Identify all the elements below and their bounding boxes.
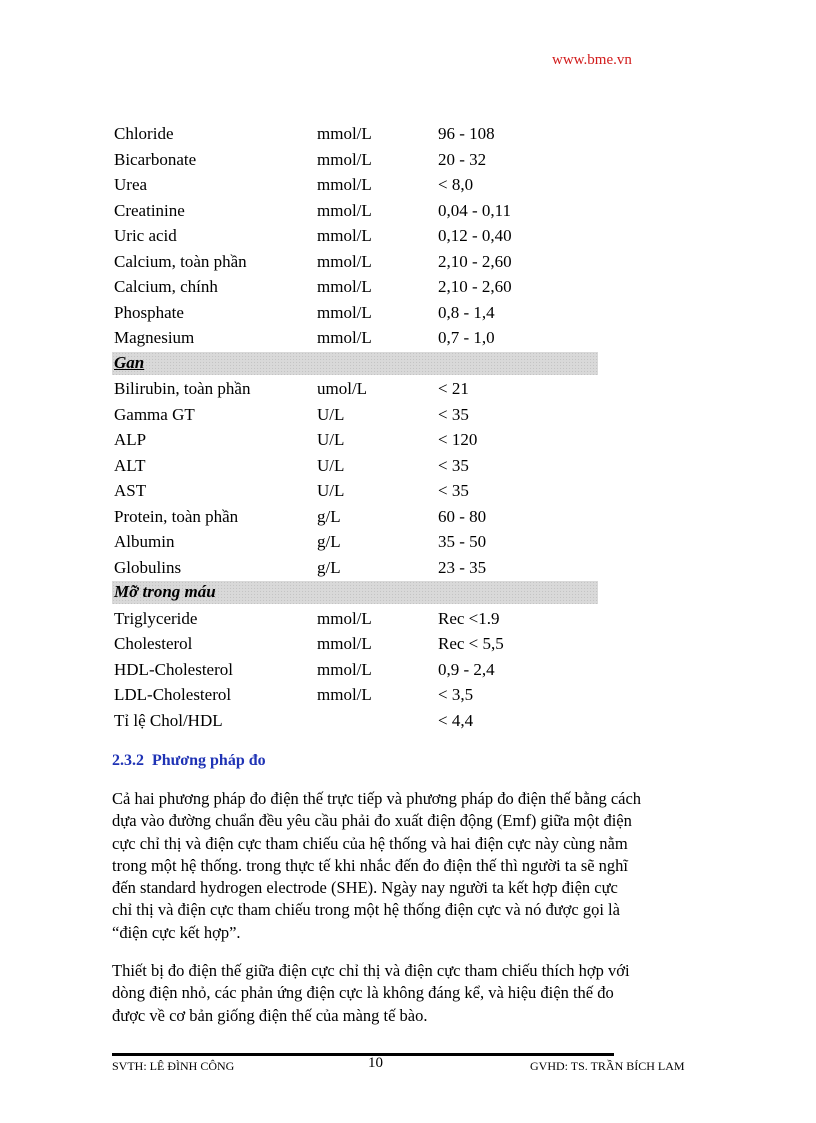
test-range: < 21 bbox=[438, 379, 469, 398]
test-name: Bicarbonate bbox=[114, 149, 197, 169]
test-unit: mmol/L bbox=[317, 608, 372, 628]
test-unit: g/L bbox=[317, 506, 341, 526]
test-name: Albumin bbox=[114, 532, 175, 551]
test-name: Magnesium bbox=[114, 328, 195, 347]
test-unit: U/L bbox=[317, 481, 345, 500]
table-row bbox=[112, 249, 598, 275]
test-range: Rec < 5,5 bbox=[438, 634, 504, 653]
section-label-lipids: Mỡ trong máu bbox=[114, 582, 216, 601]
table-row bbox=[112, 631, 598, 657]
footer-student: SVTH: LÊ ĐÌNH CÔNG bbox=[112, 1059, 235, 1073]
test-name: AST bbox=[114, 481, 147, 500]
paragraph-2: Thiết bị đo điện thế giữa điện cực chỉ thị và điện cực tham chiếu thích hợp với dòng điện nhỏ, các phản ứng điện cực là không đáng kể, và hiệu điện thế đo được về cơ bản giống điện thế của màng tế bào. bbox=[112, 961, 630, 1025]
test-unit: mmol/L bbox=[317, 302, 372, 322]
footer-advisor: GVHD: TS. TRẦN BÍCH LAM bbox=[530, 1059, 685, 1073]
table-row bbox=[112, 223, 598, 249]
test-range: < 3,5 bbox=[438, 685, 474, 704]
test-range: < 35 bbox=[438, 404, 469, 424]
lab-reference-table bbox=[112, 121, 598, 733]
test-range: 2,10 - 2,60 bbox=[438, 277, 512, 296]
test-unit: mmol/L bbox=[317, 175, 372, 194]
test-range: 0,8 - 1,4 bbox=[438, 302, 495, 322]
test-name: Chloride bbox=[114, 124, 174, 143]
test-range: 23 - 35 bbox=[438, 557, 487, 577]
test-unit: mmol/L bbox=[317, 328, 372, 347]
test-name: LDL-Cholesterol bbox=[114, 685, 232, 704]
site-url[interactable]: www.bme.vn bbox=[552, 52, 632, 68]
test-name: Protein, toàn phần bbox=[114, 506, 239, 526]
test-unit: U/L bbox=[317, 455, 345, 475]
test-range: 20 - 32 bbox=[438, 149, 487, 169]
table-row bbox=[112, 657, 598, 683]
test-range: < 35 bbox=[438, 481, 469, 500]
test-unit: mmol/L bbox=[317, 277, 372, 296]
test-range: 60 - 80 bbox=[438, 506, 487, 526]
test-unit: umol/L bbox=[317, 379, 368, 398]
test-unit: mmol/L bbox=[317, 685, 372, 704]
test-range: < 4,4 bbox=[438, 710, 474, 730]
table-row bbox=[112, 274, 598, 300]
table-row bbox=[112, 376, 598, 402]
test-name: Triglyceride bbox=[114, 608, 198, 628]
test-name: Calcium, chính bbox=[114, 277, 218, 296]
test-name: Uric acid bbox=[114, 226, 177, 245]
test-unit: mmol/L bbox=[317, 251, 372, 271]
rows-liver bbox=[112, 376, 598, 580]
rows-electrolytes bbox=[112, 121, 598, 351]
test-unit: g/L bbox=[317, 532, 341, 551]
test-unit: mmol/L bbox=[317, 200, 372, 220]
test-name: Calcium, toàn phần bbox=[114, 251, 247, 271]
test-range: < 35 bbox=[438, 455, 469, 475]
footer-rule bbox=[112, 1053, 614, 1056]
table-row bbox=[112, 555, 598, 581]
test-unit: mmol/L bbox=[317, 226, 372, 245]
test-unit: mmol/L bbox=[317, 124, 372, 143]
test-range: 35 - 50 bbox=[438, 532, 487, 551]
test-range: < 120 bbox=[438, 430, 478, 449]
table-row bbox=[112, 606, 598, 632]
table-row bbox=[112, 147, 598, 173]
test-name: Creatinine bbox=[114, 200, 185, 220]
page-number: 10 bbox=[368, 1055, 383, 1071]
table-row bbox=[112, 402, 598, 428]
table-row bbox=[112, 453, 598, 479]
test-unit: mmol/L bbox=[317, 149, 372, 169]
test-name: ALP bbox=[114, 430, 147, 449]
test-range: 0,7 - 1,0 bbox=[438, 328, 495, 347]
test-name: ALT bbox=[114, 455, 146, 475]
test-unit: g/L bbox=[317, 557, 341, 577]
table-row bbox=[112, 529, 598, 555]
section-number: 2.3.2 bbox=[112, 752, 144, 769]
test-name: HDL-Cholesterol bbox=[114, 659, 233, 679]
table-row bbox=[112, 121, 598, 147]
test-name: Globulins bbox=[114, 557, 182, 577]
test-unit: mmol/L bbox=[317, 634, 372, 653]
table-row bbox=[112, 172, 598, 198]
test-name: Urea bbox=[114, 175, 148, 194]
table-row bbox=[112, 504, 598, 530]
test-range: < 8,0 bbox=[438, 175, 474, 194]
table-row bbox=[112, 708, 598, 734]
test-name: Tỉ lệ Chol/HDL bbox=[114, 710, 223, 730]
test-name: Phosphate bbox=[114, 302, 184, 322]
test-range: 0,04 - 0,11 bbox=[438, 200, 512, 220]
section-row-gan bbox=[112, 352, 598, 375]
test-range: 0,9 - 2,4 bbox=[438, 659, 495, 679]
table-row bbox=[112, 300, 598, 326]
test-range: 96 - 108 bbox=[438, 124, 495, 143]
section-label-gan: Gan bbox=[114, 352, 145, 372]
test-name: Bilirubin, toàn phần bbox=[114, 379, 251, 398]
test-range: Rec <1.9 bbox=[438, 608, 500, 628]
table-row bbox=[112, 478, 598, 504]
section-heading bbox=[112, 752, 266, 770]
table-row bbox=[112, 198, 598, 224]
table-row bbox=[112, 682, 598, 708]
test-range: 0,12 - 0,40 bbox=[438, 226, 512, 245]
section-title: Phương pháp đo bbox=[152, 752, 266, 769]
test-unit: mmol/L bbox=[317, 659, 372, 679]
test-name: Cholesterol bbox=[114, 634, 193, 653]
rows-lipids bbox=[112, 606, 598, 734]
test-name: Gamma GT bbox=[114, 404, 195, 424]
test-unit: U/L bbox=[317, 430, 345, 449]
section-row-lipids bbox=[112, 581, 598, 604]
table-row bbox=[112, 325, 598, 351]
test-unit: U/L bbox=[317, 404, 345, 424]
paragraph-1: Cả hai phương pháp đo điện thế trực tiếp và phương pháp đo điện thế bằng cách dựa vào đường chuẩn đều yêu cầu phải đo xuất điện động (Emf) giữa một điện cực chỉ thị và điện cực tham chiếu của hệ thống và hai điện cực này cùng nằm trong một hệ thống. trong thực tế khi nhắc đến đo điện thế thì người ta sẽ nghĩ đến standard hydrogen electrode (SHE). Ngày nay người ta kết hợp điện cực chỉ thị và điện cực tham chiếu trong một hệ thống điện cực và nó được gọi là “điện cực kết hợp”. bbox=[112, 789, 642, 942]
test-range: 2,10 - 2,60 bbox=[438, 251, 512, 271]
table-row bbox=[112, 427, 598, 453]
